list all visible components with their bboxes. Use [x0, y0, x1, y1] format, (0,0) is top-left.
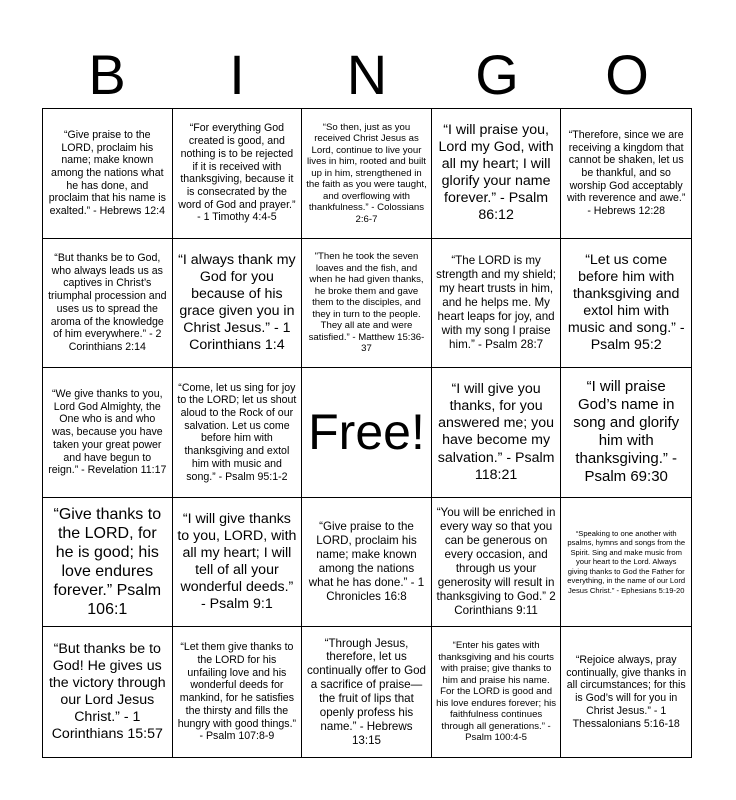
bingo-cell[interactable]: “I always thank my God for you because of his grace given you in Christ Jesus.” - 1 Corinthians 1:4 — [173, 239, 303, 369]
header-letter-b: B — [88, 43, 126, 106]
bingo-cell[interactable]: “The LORD is my strength and my shield; my heart trusts in him, and he helps me. My heart leaps for joy, and with my song I praise him.” - Psalm 28:7 — [432, 239, 562, 369]
bingo-cell[interactable]: “For everything God created is good, and nothing is to be rejected if it is received with thanksgiving, because it is consecrated by the word of God and prayer.” - 1 Timothy 4:4-5 — [173, 109, 303, 239]
bingo-cell[interactable]: “Speaking to one another with psalms, hymns and songs from the Spirit. Sing and make music from your heart to the Lord. Always giving thanks to God the Father for everything, in the name of our Lord Jesus Christ.” - Ephesians 5:19-20 — [561, 498, 691, 628]
bingo-cell[interactable]: “Give thanks to the LORD, for he is good; his love endures forever.” Psalm 106:1 — [43, 498, 173, 628]
bingo-cell[interactable]: “So then, just as you received Christ Jesus as Lord, continue to live your lives in him, rooted and built up in him, strengthened in the faith as you were taught, and overflowing with thankfulness.” - Colossians 2:6-7 — [302, 109, 432, 239]
bingo-cell[interactable]: “Let us come before him with thanksgiving and extol him with music and song.” - Psalm 95:2 — [561, 239, 691, 369]
bingo-cell[interactable]: “Therefore, since we are receiving a kingdom that cannot be shaken, let us be thankful, and so worship God acceptably with reverence and awe.” - Hebrews 12:28 — [561, 109, 691, 239]
header-letter-i: I — [229, 43, 245, 106]
bingo-cell[interactable]: “Let them give thanks to the LORD for his unfailing love and his wonderful deeds for mankind, for he satisfies the thirsty and fills the hungry with good things.” - Psalm 107:8-9 — [173, 627, 303, 757]
bingo-cell[interactable]: “I will give thanks to you, LORD, with all my heart; I will tell of all your wonderful deeds.” - Psalm 9:1 — [173, 498, 303, 628]
bingo-cell[interactable]: "Then he took the seven loaves and the fish, and when he had given thanks, he broke them and gave them to the disciples, and they in turn to the people. They all ate and were satisfied.” - Matthew 15:36-37 — [302, 239, 432, 369]
bingo-cell[interactable]: “Rejoice always, pray continually, give thanks in all circumstances; for this is God’s will for you in Christ Jesus.” - 1 Thessalonians 5:16-18 — [566, 654, 687, 730]
bingo-cell[interactable]: “I will praise God’s name in song and glorify him with thanksgiving.” - Psalm 69:30 — [561, 368, 691, 498]
bingo-cell[interactable]: “We give thanks to you, Lord God Almighty, the One who is and who was, because you have taken your great power and have begun to reign.” - Revelation 11:17 — [43, 368, 173, 498]
bingo-cell[interactable]: “Give praise to the LORD, proclaim his name; make known among the nations what he has done, and proclaim that his name is exalted.” - Hebrews 12:4 — [43, 109, 173, 239]
bingo-cell[interactable]: “But thanks be to God! He gives us the victory through our Lord Jesus Christ.” - 1 Corinthians 15:57 — [43, 627, 173, 757]
header-letter-o: O — [605, 43, 649, 106]
bingo-cell[interactable]: “Through Jesus, therefore, let us continually offer to God a sacrifice of praise—the fruit of lips that openly profess his name.” - Hebrews 13:15 — [302, 627, 432, 757]
free-space[interactable]: Free! — [302, 368, 432, 498]
bingo-header — [42, 42, 692, 108]
bingo-cell[interactable]: “Come, let us sing for joy to the LORD; let us shout aloud to the Rock of our salvation. Let us come before him with thanksgiving and extol him with music and song.” - Psalm 95:1-2 — [173, 368, 303, 498]
bingo-cell[interactable]: “Enter his gates with thanksgiving and his courts with praise; give thanks to him and praise his name. For the LORD is good and his love endures forever; his faithfulness continues through all generations.” - Psalm 100:4-5 — [432, 627, 562, 757]
bingo-grid — [42, 108, 692, 758]
bingo-cell[interactable]: “Give praise to the LORD, proclaim his name; make known among the nations what he has done.” - 1 Chronicles 16:8 — [302, 498, 432, 628]
header-letter-g: G — [475, 43, 519, 106]
header-letter-n: N — [346, 43, 388, 106]
bingo-cell[interactable]: “You will be enriched in every way so that you can be generous on every occasion, and through us your generosity will result in thanksgiving to God.” 2 Corinthians 9:11 — [432, 498, 562, 628]
bingo-cell[interactable]: “But thanks be to God, who always leads us as captives in Christ’s triumphal procession and uses us to spread the aroma of the knowledge of him everywhere.” - 2 Corinthians 2:14 — [43, 239, 173, 369]
bingo-cell[interactable]: “I will give you thanks, for you answered me; you have become my salvation.” - Psalm 118:21 — [432, 368, 562, 498]
bingo-cell[interactable]: “I will praise you, Lord my God, with all my heart; I will glorify your name forever.” - Psalm 86:12 — [432, 109, 562, 239]
